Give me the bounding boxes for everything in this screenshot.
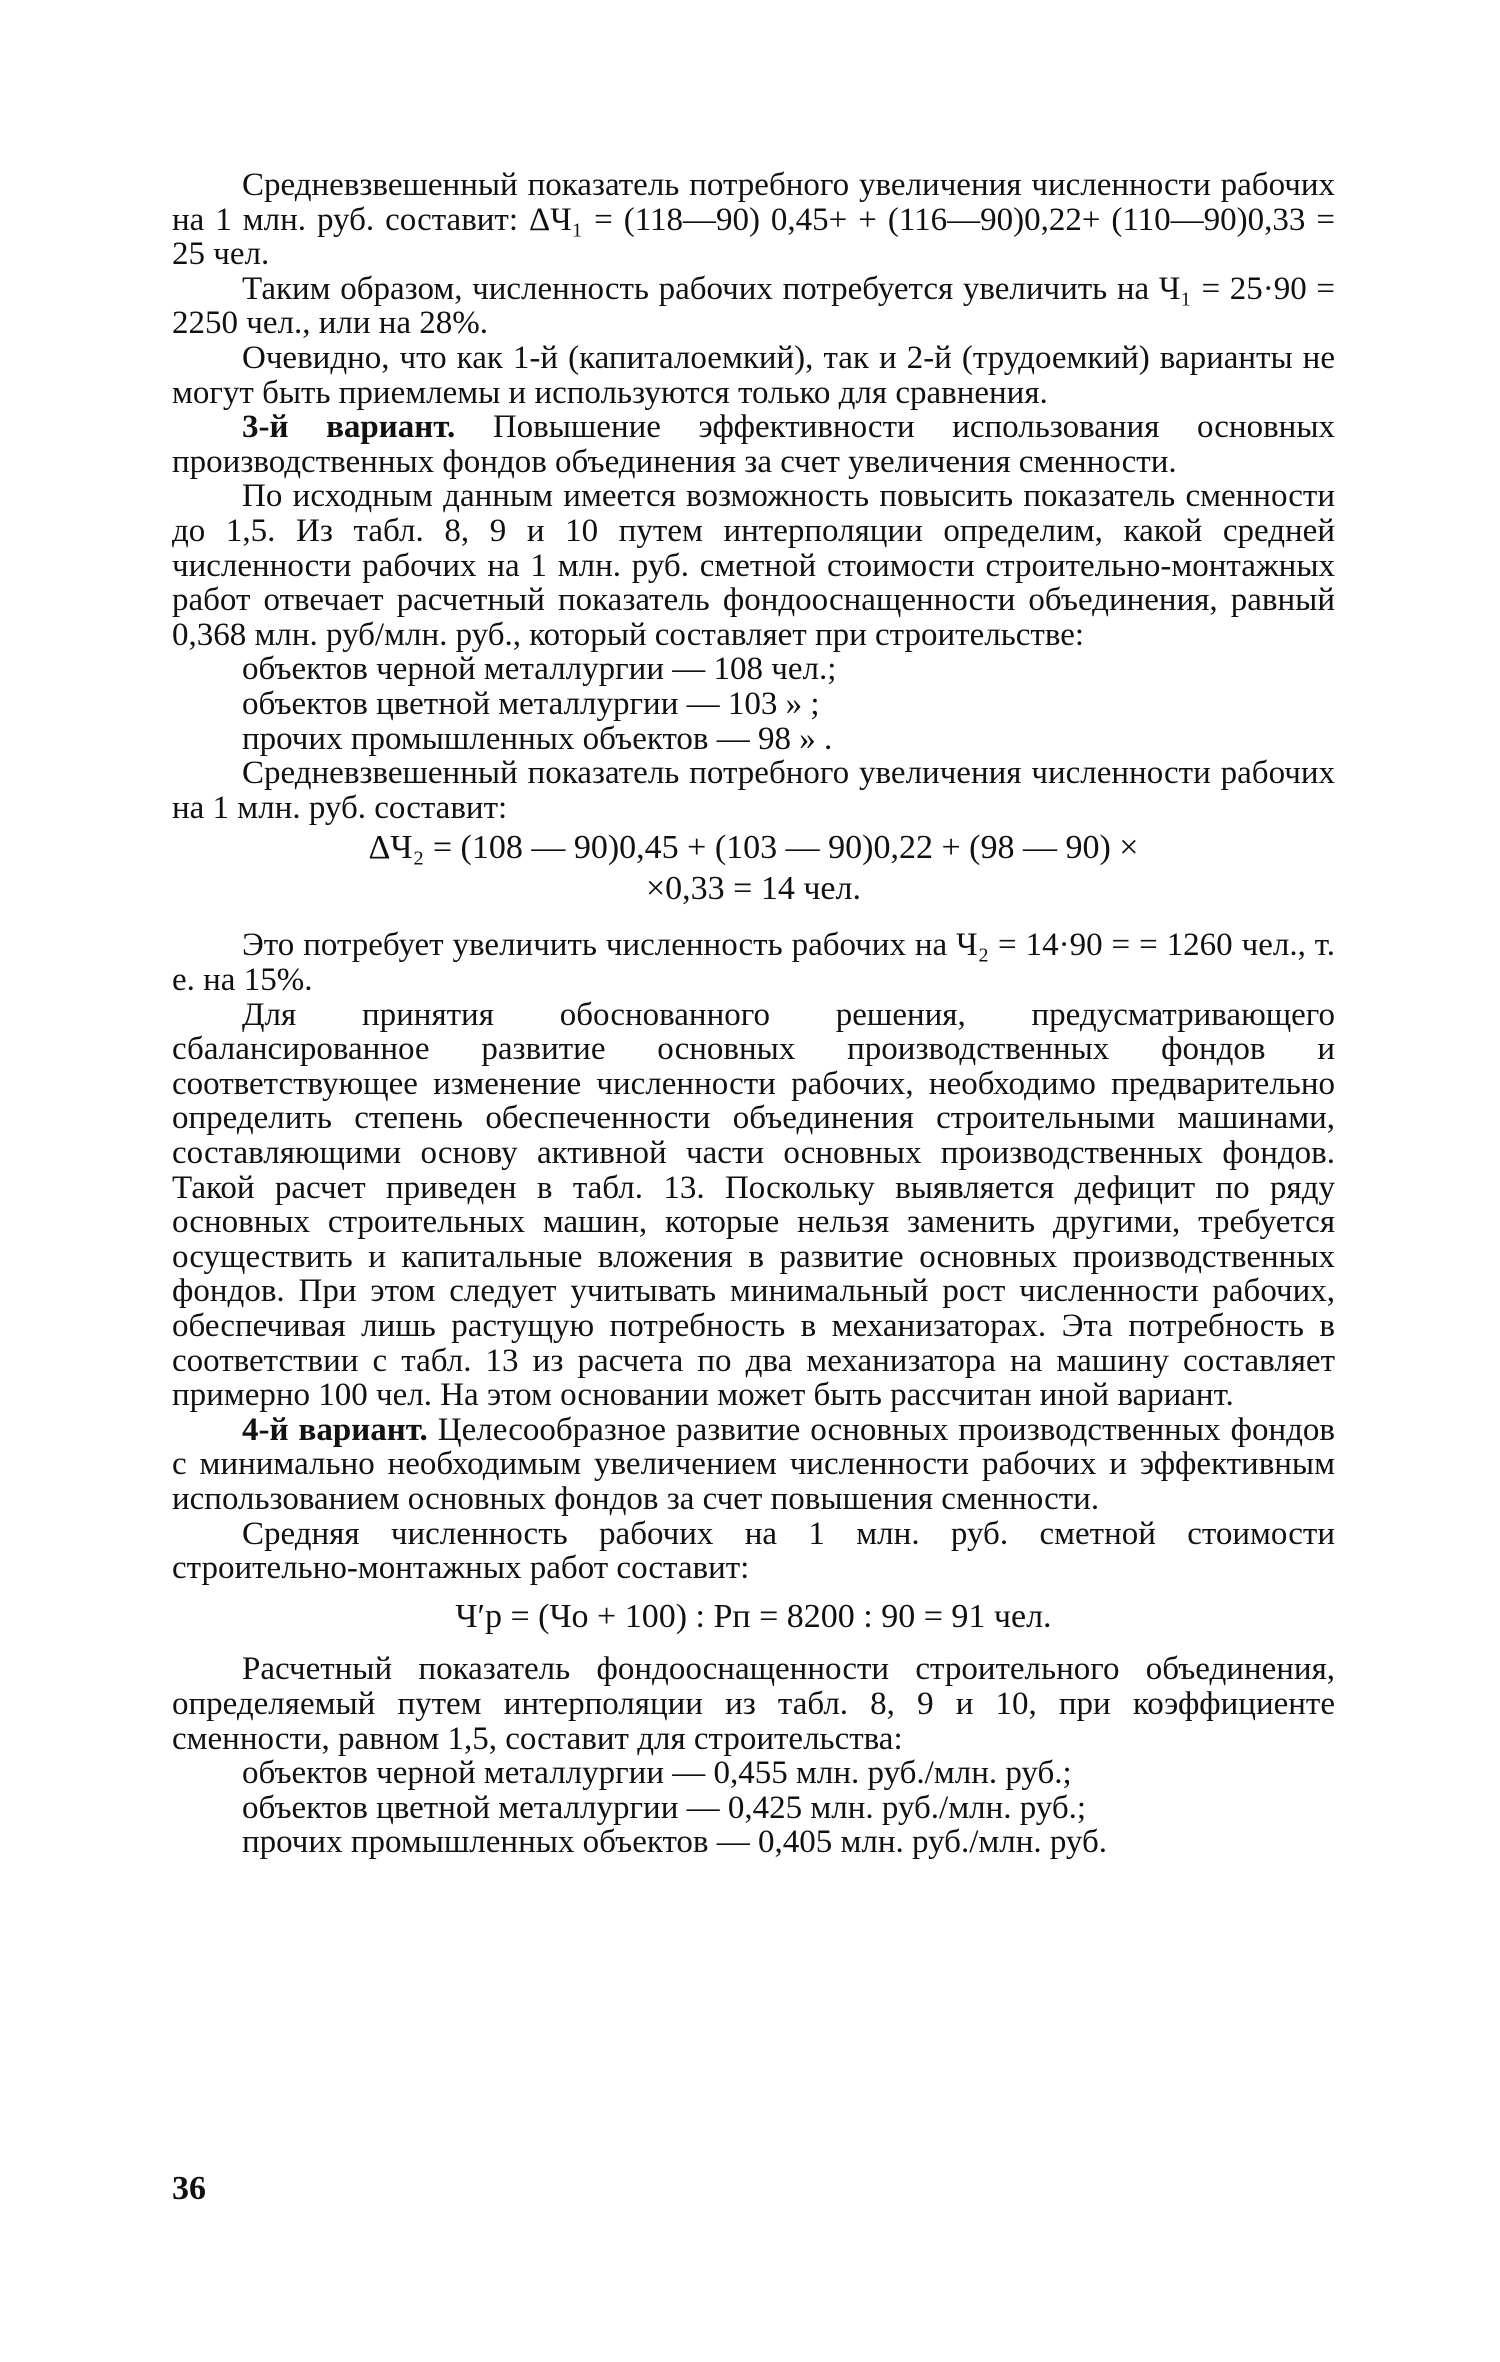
list — [242, 1756, 1335, 1860]
paragraph: Средневзвешенный показатель потребного увеличения численности рабочих на 1 млн. руб. составит: — [172, 755, 1335, 826]
paragraph: Средняя численность рабочих на 1 млн. руб. сметной стоимости строительно-монтажных работ составит: — [172, 1515, 1335, 1587]
formula: Ч′р = (Чо + 100) : Рп = 8200 : 90 = 91 чел. — [455, 1597, 1052, 1635]
formula: ΔЧ₂ = (108 — 90)0,45 + (103 — 90)0,22 + (98 — 90) × — [368, 829, 1139, 867]
list-item: объектов цветной металлургии — 103 » ; — [242, 685, 820, 722]
paragraph-text: Целесообразное развитие основных производственных фондов с минимально необходимым увеличением численности рабочих и эффективным использованием основных фондов за счет повышения сменности. — [172, 1411, 1335, 1517]
paragraph-text: Повышение эффективности использования основных производственных фондов объединения за счет увеличения сменности. — [172, 409, 1335, 480]
paragraph: По исходным данным имеется возможность повысить показатель сменности до 1,5. Из табл. 8, 9 и 10 путем интерполяции определим, какой средней численности рабочих на 1 млн. руб. сметной стоимости строительно-монтажных работ отвечает расчетный показатель фондооснащенности объединения, равный 0,368 млн. руб/млн. руб., который составляет при строительстве: — [172, 478, 1335, 653]
list-item: объектов черной металлургии — 108 чел.; — [242, 651, 837, 688]
paragraph — [172, 410, 1335, 479]
variant-heading: 4-й вариант. — [242, 1411, 428, 1448]
paragraph: Расчетный показатель фондооснащенности строительного объединения, определяемый путем интерполяции из табл. 8, 9 и 10, при коэффициенте сменности, равном 1,5, составит для строительства: — [172, 1651, 1335, 1757]
variant-heading: 3-й вариант. — [242, 409, 456, 446]
paragraph: Очевидно, что как 1-й (капиталоемкий), так и 2-й (трудоемкий) варианты не могут быть приемлемы и используются только для сравнения. — [172, 339, 1335, 411]
list — [242, 652, 1335, 756]
paragraph: Для принятия обоснованного решения, предусматривающего сбалансированное развитие основных производственных фондов и соответствующее изменение численности рабочих, необходимо предварительно определить степень обеспеченности объединения строительными машинами, составляющими основу активной части основных производственных фондов. Такой расчет приведен в табл. 13. Поскольку выявляется дефицит по ряду основных строительных машин, которые нельзя заменить другими, требуется осуществить и капитальные вложения в развитие основных производственных фондов. При этом следует учитывать минимальный рост численности рабочих, обеспечивая лишь растущую потребность в механизаторах. Эта потребность в соответствии с табл. 13 из расчета по два механизатора на машину составляет примерно 100 чел. На этом основании может быть рассчитан иной вариант. — [172, 996, 1335, 1414]
list-item: прочих промышленных объектов — 98 » . — [242, 720, 833, 757]
paragraph: Средневзвешенный показатель потребного увеличения численности рабочих на 1 млн. руб. составит: ΔЧ₁ = (118—90) 0,45+ + (116—90)0,22+ (110—90)0,33 = 25 чел. — [172, 167, 1335, 273]
paragraph: Это потребует увеличить численность рабочих на Ч₂ = 14·90 = = 1260 чел., т. е. на 15%. — [172, 927, 1335, 999]
list-item: прочих промышленных объектов — 0,405 млн. руб./млн. руб. — [242, 1824, 1108, 1861]
list-item: объектов цветной металлургии — 0,425 млн. руб./млн. руб.; — [242, 1789, 1087, 1826]
page-number: 36 — [172, 2170, 206, 2207]
paragraph: Таким образом, численность рабочих потребуется увеличить на Ч₁ = 25·90 = 2250 чел., или на 28%. — [172, 270, 1335, 342]
list-item: объектов черной металлургии — 0,455 млн. руб./млн. руб.; — [242, 1755, 1072, 1792]
formula-continuation: ×0,33 = 14 чел. — [645, 869, 861, 907]
page-body — [172, 168, 1335, 1860]
paragraph — [172, 1413, 1335, 1517]
